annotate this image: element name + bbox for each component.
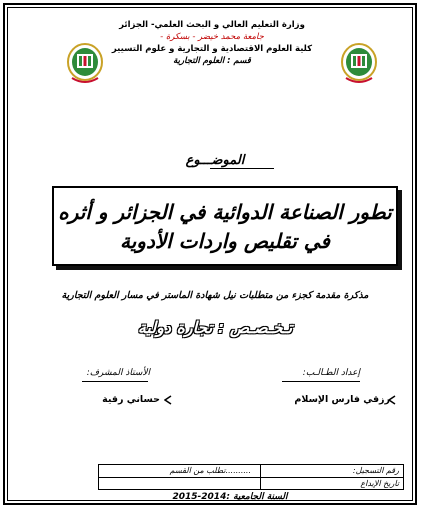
academic-year: السنة الجامعية :2014-2015 bbox=[172, 492, 288, 502]
bullet-arrow-icon bbox=[388, 395, 396, 405]
supervisor-label: الأستاذ المشرف: bbox=[86, 368, 150, 378]
supervisor-name: حساني رقية bbox=[102, 394, 160, 405]
dept-request-note: ..........تطلب من القسم bbox=[169, 466, 251, 475]
topic-label: الموضـــوع bbox=[185, 153, 245, 168]
filing-date-label: تاريخ الإيداع bbox=[360, 479, 399, 488]
student-label-underline bbox=[282, 381, 360, 382]
registration-table bbox=[98, 464, 404, 490]
faculty-line: كلية العلوم الاقتصادية و التجارية و علوم التسيير bbox=[111, 44, 313, 54]
university-logo-left bbox=[66, 42, 104, 86]
student-label: إعداد الطـالـب: bbox=[302, 368, 360, 378]
reg-number-label: رقم التسجيل: bbox=[352, 466, 399, 475]
supervisor-label-underline bbox=[82, 381, 148, 382]
ministry-line: وزارة التعليم العالي و البحث العلمي- الجزائر bbox=[119, 20, 305, 30]
university-logo-right bbox=[340, 42, 378, 86]
memo-description: مذكرة مقدمة كجزء من متطلبات نيل شهادة الماستر في مسار العلوم التجارية bbox=[61, 290, 369, 301]
specialty-line: تـخـصـص : تجارة دولية bbox=[137, 318, 293, 337]
department-line: قسم : العلوم التجارية bbox=[173, 56, 251, 66]
student-name: رزقي فارس الإسلام bbox=[294, 394, 390, 405]
bullet-arrow-icon bbox=[164, 395, 172, 405]
thesis-title-line-1: تطور الصناعة الدوائية في الجزائر و أثره bbox=[58, 200, 392, 224]
thesis-title-line-2: في تقليص واردات الأدوية bbox=[120, 229, 330, 253]
university-line: جامعة محمد خيضر - بسكرة - bbox=[160, 32, 264, 42]
topic-underline bbox=[210, 168, 274, 169]
title-box bbox=[52, 186, 398, 266]
